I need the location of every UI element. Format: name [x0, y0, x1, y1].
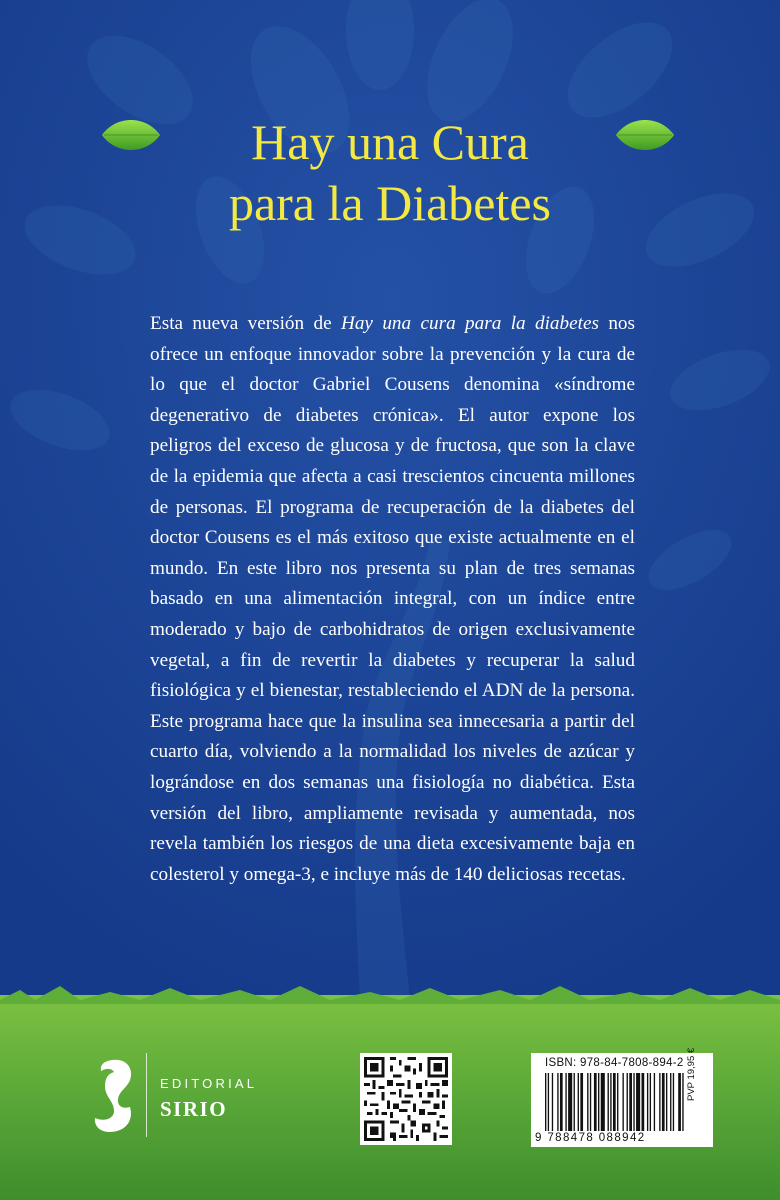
publisher-label: EDITORIAL	[160, 1076, 258, 1091]
description-body: nos ofrece un enfoque innovador sobre la prevención y la cura de lo que el doctor Gabriel Cousens denomina «síndrome degenerativo de diabetes crónica». El autor expone los peligros del exceso de glucosa y de fructosa, que son la clave de la epidemia que afecta a casi trescientos cincuenta millones de personas. El programa de recuperación de la diabetes del doctor Cousens es el más exitoso que existe actualmente en el mundo. En este libro nos presenta su plan de tres semanas basado en una alimentación integral, con un índice entre moderado y bajo de carbohidratos de origen exclusivamente vegetal, a fin de revertir la diabetes y recuperar la salud fisiológica y el bienestar, restableciendo el ADN de la persona. Este programa hace que la insulina sea innecesaria a partir del cuarto día, volviendo a la normalidad los niveles de azúcar y lográndose en dos semanas una fisiología no diabética. Esta versión del libro, ampliamente revisada y aumentada, nos revela también los riesgos de una dieta excesivamente baja en colesterol y omega-3, e incluye más de 140 deliciosas recetas.	[150, 313, 635, 885]
book-title-line-1: Hay una Cura	[251, 114, 529, 170]
description-book-title: Hay una cura para la diabetes	[340, 313, 599, 334]
swan-logo	[92, 1058, 136, 1134]
description-lead: Esta nueva versión de	[150, 313, 341, 334]
book-description	[150, 309, 635, 890]
barcode-digits: 9 788478 088942	[535, 1132, 646, 1144]
publisher-name: SIRIO	[160, 1097, 228, 1121]
publisher-divider	[146, 1053, 147, 1137]
price-label: PVP 19,95 €	[686, 1047, 697, 1101]
book-title-line-2: para la Diabetes	[228, 175, 552, 231]
isbn-label: ISBN: 978-84-7808-894-2	[545, 1057, 684, 1069]
book-title	[0, 112, 780, 234]
isbn-barcode	[531, 1047, 713, 1147]
qr-code	[360, 1053, 452, 1145]
barcode-bars	[545, 1073, 685, 1131]
